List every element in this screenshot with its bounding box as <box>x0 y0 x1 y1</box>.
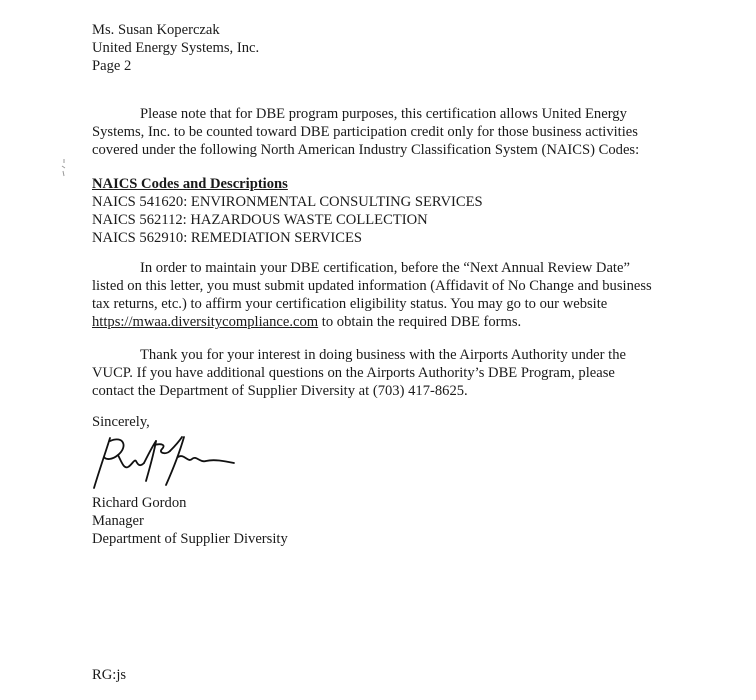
paragraph-line-tail: to obtain the required DBE forms. <box>318 314 522 330</box>
signer-name: Richard Gordon <box>92 495 187 511</box>
closing-salutation-block <box>92 413 692 431</box>
signer-department: Department of Supplier Diversity <box>92 531 288 547</box>
paragraph-thank-you <box>92 346 692 400</box>
paragraph-line: contact the Department of Supplier Diversity at (703) 417-8625. <box>92 383 468 399</box>
signature-image <box>92 433 242 493</box>
closing-salutation: Sincerely, <box>92 414 150 430</box>
paragraph-line: listed on this letter, you must submit updated information (Affidavit of No Change and business <box>92 278 652 294</box>
paragraph-line: Please note that for DBE program purposes, this certification allows United Energy <box>140 106 627 122</box>
paragraph-maintain-certification <box>92 259 692 331</box>
paragraph-line: In order to maintain your DBE certification, before the “Next Annual Review Date” <box>140 260 630 276</box>
paragraph-line: covered under the following North American Industry Classification System (NAICS) Codes: <box>92 142 640 158</box>
recipient-name: Ms. Susan Koperczak <box>92 22 220 38</box>
recipient-company: United Energy Systems, Inc. <box>92 40 260 56</box>
naics-section <box>92 175 692 247</box>
naics-code-item: NAICS 541620: ENVIRONMENTAL CONSULTING SERVICES <box>92 194 483 210</box>
paragraph-line <box>92 313 692 331</box>
recipient-header <box>92 21 692 75</box>
naics-heading: NAICS Codes and Descriptions <box>92 176 288 192</box>
page-number: Page 2 <box>92 58 132 74</box>
website-link[interactable]: https://mwaa.diversitycompliance.com <box>92 314 319 330</box>
paragraph-line: tax returns, etc.) to affirm your certification eligibility status. You may go to our website <box>92 296 608 312</box>
naics-code-item: NAICS 562910: REMEDIATION SERVICES <box>92 230 363 246</box>
scan-mark <box>60 158 68 178</box>
paragraph-line: Systems, Inc. to be counted toward DBE participation credit only for those business activities <box>92 124 638 140</box>
typist-initials: RG:js <box>92 667 127 683</box>
paragraph-line: VUCP. If you have additional questions on the Airports Authority’s DBE Program, please <box>92 365 615 381</box>
naics-code-item: NAICS 562112: HAZARDOUS WASTE COLLECTION <box>92 212 428 228</box>
paragraph-line: Thank you for your interest in doing business with the Airports Authority under the <box>140 347 626 363</box>
signer-details <box>92 494 692 548</box>
paragraph-certification <box>92 105 692 159</box>
signer-title: Manager <box>92 513 144 529</box>
